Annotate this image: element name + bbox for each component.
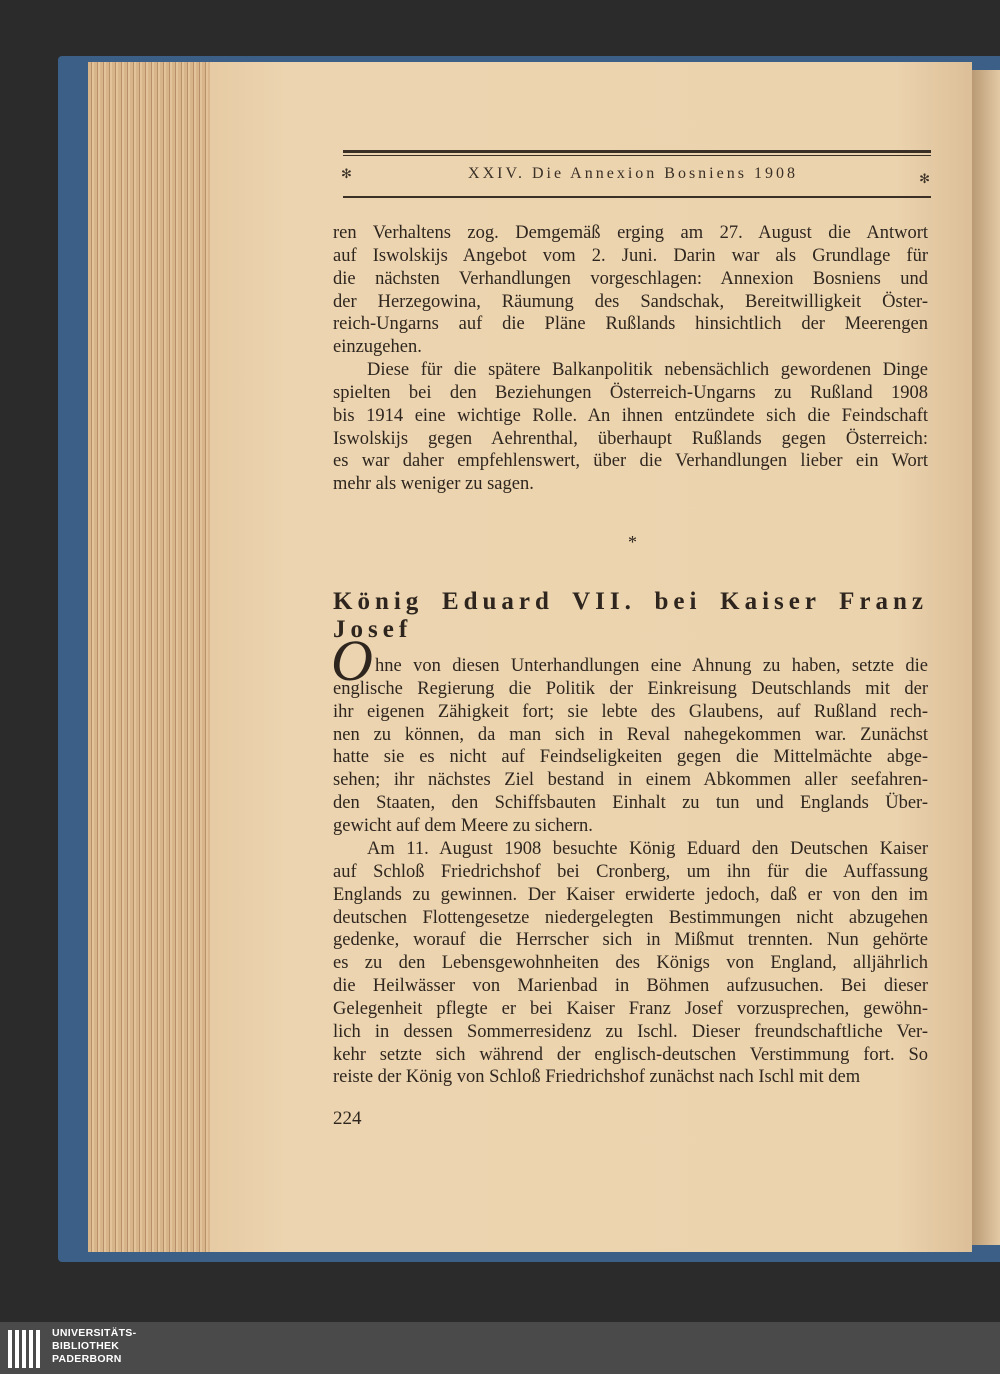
- paragraph-1: [333, 222, 928, 359]
- library-logo-text: [52, 1327, 136, 1366]
- section-title: König Eduard VII. bei Kaiser Franz Josef: [333, 588, 928, 643]
- text-line: es zu den Lebensgewohnheiten des Königs von England, alljährlich: [333, 953, 928, 974]
- text-line: spielten bei den Beziehungen Österreich-Ungarns zu Rußland 1908: [333, 382, 928, 403]
- logo-line: PADERBORN: [52, 1353, 122, 1365]
- text-line: ren Verhaltens zog. Demgemäß erging am 27. August die Antwort: [333, 223, 928, 243]
- text-line: die nächsten Verhandlungen vorgeschlagen: Annexion Bosniens und: [333, 268, 928, 289]
- paragraph-2: [333, 359, 928, 496]
- running-header: [333, 163, 933, 187]
- ornament-icon: ✻: [919, 171, 933, 186]
- page-edges: [88, 62, 212, 1252]
- text-line: gewicht auf dem Meere zu sichern.: [333, 815, 593, 836]
- text-line: reiste der König von Schloß Friedrichshof zunächst nach Ischl mit dem: [333, 1067, 861, 1088]
- text-line: lich in dessen Sommerresidenz zu Ischl. Dieser freundschaftliche Ver-: [333, 1021, 928, 1042]
- page-number: 224: [333, 1108, 362, 1129]
- text-line: Am 11. August 1908 besuchte König Eduard den Deutschen Kaiser: [367, 839, 928, 859]
- text-line: Englands zu gewinnen. Der Kaiser erwiderte jedoch, daß er von den im: [333, 884, 928, 905]
- text-line: den Staaten, den Schiffsbauten Einhalt zu tun und Englands Über-: [333, 793, 928, 814]
- text-line: nen zu können, da man sich in Reval nahegekommen war. Zunächst: [333, 724, 928, 745]
- drop-cap: O: [331, 628, 373, 693]
- text-line: es war daher empfehlenswert, über die Verhandlungen lieber ein Wort: [333, 451, 928, 472]
- text-line: englische Regierung die Politik der Einkreisung Deutschlands mit der: [333, 678, 928, 699]
- text-line: der Herzegowina, Räumung des Sandschak, Bereitwilligkeit Öster-: [333, 291, 928, 312]
- facing-page-edge: [972, 70, 1000, 1245]
- text-line: die Heilwässer von Marienbad in Böhmen aufzusuchen. Bei dieser: [333, 976, 928, 997]
- section-separator: *: [628, 532, 637, 552]
- text-line: mehr als weniger zu sagen.: [333, 474, 534, 495]
- text-line: hatte sie es nicht auf Feindseligkeiten gegen die Mittelmächte abge-: [333, 747, 928, 768]
- text-line: Diese für die spätere Balkanpolitik nebensächlich gewordenen Dinge: [367, 360, 928, 380]
- library-logo-icon: [8, 1330, 44, 1368]
- text-line: reich-Ungarns auf die Pläne Rußlands hinsichtlich der Meerengen: [333, 314, 928, 335]
- text-line: sehen; ihr nächstes Ziel bestand in einem Abkommen aller seefahren-: [333, 770, 928, 791]
- text-line: bis 1914 eine wichtige Rolle. An ihnen entzündete sich die Feindschaft: [333, 405, 928, 426]
- text-line: einzugehen.: [333, 337, 422, 358]
- text-line: hne von diesen Unterhandlungen eine Ahnung zu haben, setzte die: [375, 656, 928, 676]
- paragraph-3: [333, 655, 928, 838]
- text-line: ihr eigenen Zähigkeit fort; sie lebte des Glaubens, auf Rußland rech-: [333, 701, 928, 722]
- text-line: gedenke, worauf die Herrscher sich in Mißmut trennten. Nun gehörte: [333, 930, 928, 951]
- running-header-title: XXIV. Die Annexion Bosniens 1908: [468, 165, 798, 182]
- logo-line: BIBLIOTHEK: [52, 1340, 120, 1352]
- text-line: kehr setzte sich während der englisch-deutschen Verstimmung fort. So: [333, 1044, 928, 1065]
- library-footer: [0, 1322, 1000, 1374]
- text-line: auf Iswolskijs Angebot vom 2. Juni. Darin war als Grundlage für: [333, 245, 928, 266]
- text-line: deutschen Flottengesetze niedergelegten Bestimmungen nicht abzugehen: [333, 907, 928, 928]
- header-rule-top: [343, 150, 931, 153]
- text-line: auf Schloß Friedrichshof bei Cronberg, um ihn für die Auffassung: [333, 861, 928, 882]
- text-line: Iswolskijs gegen Aehrenthal, überhaupt Rußlands gegen Österreich:: [333, 428, 928, 449]
- logo-line: UNIVERSITÄTS-: [52, 1327, 137, 1339]
- header-rule-bottom: [343, 196, 931, 198]
- text-line: Gelegenheit pflegte er bei Kaiser Franz Josef vorzusprechen, gewöhn-: [333, 998, 928, 1019]
- header-rule-top-thin: [343, 155, 931, 156]
- paragraph-4: [333, 838, 928, 1089]
- ornament-icon: ✻: [341, 166, 355, 181]
